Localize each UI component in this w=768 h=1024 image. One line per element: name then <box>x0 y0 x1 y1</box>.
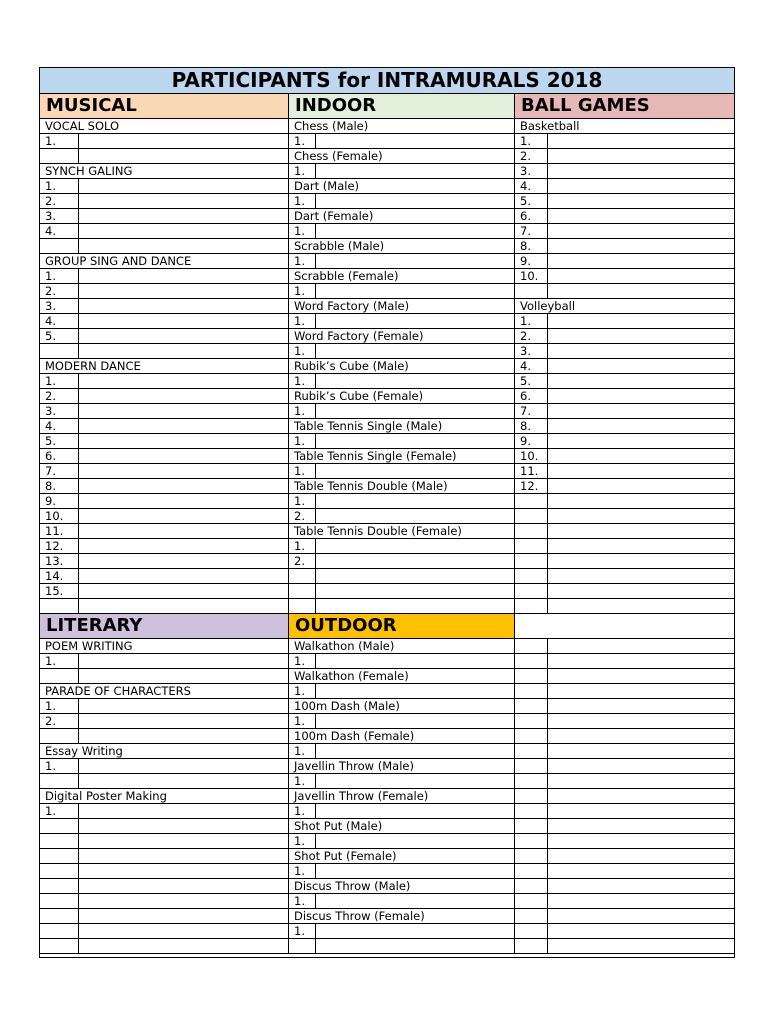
empty-cell <box>515 554 548 569</box>
event-label: Dart (Male) <box>289 179 515 194</box>
entry-name-cell <box>79 329 289 344</box>
empty-cell <box>316 569 515 584</box>
entry-number: 6. <box>40 449 79 464</box>
entry-number: 1. <box>40 804 79 819</box>
event-label: Discus Throw (Male) <box>289 879 515 894</box>
entry-number: 1. <box>40 179 79 194</box>
entry-name-cell <box>548 164 734 179</box>
empty-cell <box>515 569 548 584</box>
empty-cell <box>515 849 548 864</box>
empty-cell <box>548 524 734 539</box>
event-label: SYNCH GALING <box>40 164 289 179</box>
entry-number: 1. <box>289 254 316 269</box>
entry-name-cell <box>79 194 289 209</box>
section-header: OUTDOOR <box>289 614 515 639</box>
empty-cell <box>79 834 289 849</box>
entry-name-cell <box>79 389 289 404</box>
event-label: Javellin Throw (Male) <box>289 759 515 774</box>
empty-cell <box>515 909 548 924</box>
entry-number: 1. <box>289 434 316 449</box>
entry-number: 7. <box>40 464 79 479</box>
empty-cell <box>79 849 289 864</box>
empty-cell <box>515 939 548 954</box>
empty-cell <box>40 774 79 789</box>
event-label: PARADE OF CHARACTERS <box>40 684 289 699</box>
entry-name-cell <box>548 209 734 224</box>
empty-cell <box>515 864 548 879</box>
empty-cell <box>79 864 289 879</box>
empty-cell <box>289 584 316 599</box>
empty-cell <box>548 699 734 714</box>
empty-cell <box>79 939 289 954</box>
entry-name-cell <box>548 359 734 374</box>
empty-cell <box>548 774 734 789</box>
entry-name-cell <box>79 134 289 149</box>
empty-cell <box>548 849 734 864</box>
entry-number: 1. <box>289 164 316 179</box>
event-label: Shot Put (Female) <box>289 849 515 864</box>
empty-cell <box>515 894 548 909</box>
empty-cell <box>40 939 79 954</box>
entry-number: 3. <box>515 344 548 359</box>
empty-cell <box>40 849 79 864</box>
entry-name-cell <box>548 389 734 404</box>
empty-cell <box>548 729 734 744</box>
empty-cell <box>548 284 734 299</box>
empty-cell <box>548 569 734 584</box>
event-label: 100m Dash (Male) <box>289 699 515 714</box>
entry-number: 2. <box>40 194 79 209</box>
entry-name-cell <box>316 864 515 879</box>
empty-cell <box>515 789 548 804</box>
entry-name-cell <box>316 554 515 569</box>
participants-sheet <box>39 67 735 958</box>
event-label: Essay Writing <box>40 744 289 759</box>
entry-number: 15. <box>40 584 79 599</box>
entry-name-cell <box>79 509 289 524</box>
entry-number: 14. <box>40 569 79 584</box>
entry-number: 1. <box>515 314 548 329</box>
entry-number: 7. <box>515 224 548 239</box>
entry-number: 1. <box>40 134 79 149</box>
entry-number: 10. <box>515 449 548 464</box>
empty-cell <box>79 819 289 834</box>
entry-number: 6. <box>515 389 548 404</box>
event-label: Chess (Female) <box>289 149 515 164</box>
entry-name-cell <box>79 404 289 419</box>
entry-name-cell <box>79 569 289 584</box>
section-header <box>515 614 734 639</box>
event-label: GROUP SING AND DANCE <box>40 254 289 269</box>
empty-cell <box>40 599 79 614</box>
entry-name-cell <box>316 654 515 669</box>
entry-name-cell <box>548 224 734 239</box>
section-header: MUSICAL <box>40 94 289 119</box>
entry-name-cell <box>79 299 289 314</box>
entry-name-cell <box>548 449 734 464</box>
empty-cell <box>515 819 548 834</box>
entry-name-cell <box>79 179 289 194</box>
empty-cell <box>515 774 548 789</box>
empty-cell <box>548 819 734 834</box>
empty-cell <box>289 939 316 954</box>
empty-cell <box>40 924 79 939</box>
empty-cell <box>515 654 548 669</box>
empty-cell <box>515 759 548 774</box>
entry-name-cell <box>79 714 289 729</box>
entry-name-cell <box>79 539 289 554</box>
entry-name-cell <box>548 149 734 164</box>
empty-cell <box>40 344 79 359</box>
entry-name-cell <box>79 374 289 389</box>
empty-cell <box>40 834 79 849</box>
event-label: Digital Poster Making <box>40 789 289 804</box>
entry-number: 12. <box>515 479 548 494</box>
entry-number: 2. <box>515 149 548 164</box>
entry-name-cell <box>79 584 289 599</box>
event-label: Table Tennis Double (Male) <box>289 479 515 494</box>
entry-number: 12. <box>40 539 79 554</box>
event-label: Walkathon (Female) <box>289 669 515 684</box>
event-label: Chess (Male) <box>289 119 515 134</box>
event-label: Rubik’s Cube (Male) <box>289 359 515 374</box>
empty-cell <box>79 239 289 254</box>
event-label: Shot Put (Male) <box>289 819 515 834</box>
empty-cell <box>548 714 734 729</box>
entry-name-cell <box>79 209 289 224</box>
entry-name-cell <box>79 804 289 819</box>
entry-number: 1. <box>289 744 316 759</box>
empty-cell <box>40 864 79 879</box>
entry-number: 11. <box>40 524 79 539</box>
empty-cell <box>515 924 548 939</box>
empty-cell <box>548 639 734 654</box>
empty-cell <box>548 939 734 954</box>
entry-name-cell <box>548 479 734 494</box>
empty-cell <box>79 879 289 894</box>
entry-name-cell <box>79 699 289 714</box>
empty-cell <box>515 804 548 819</box>
entry-number: 11. <box>515 464 548 479</box>
entry-name-cell <box>548 419 734 434</box>
entry-number: 1. <box>289 224 316 239</box>
entry-number: 2. <box>289 509 316 524</box>
entry-name-cell <box>548 434 734 449</box>
empty-cell <box>548 789 734 804</box>
empty-cell <box>515 599 548 614</box>
empty-cell <box>548 759 734 774</box>
entry-number: 1. <box>40 374 79 389</box>
entry-number: 8. <box>515 419 548 434</box>
entry-number: 1. <box>40 654 79 669</box>
entry-number: 8. <box>40 479 79 494</box>
empty-cell <box>548 539 734 554</box>
empty-cell <box>79 729 289 744</box>
entry-number: 5. <box>40 434 79 449</box>
entry-name-cell <box>316 404 515 419</box>
entry-number: 2. <box>40 389 79 404</box>
entry-name-cell <box>316 284 515 299</box>
entry-number: 1. <box>289 344 316 359</box>
event-label: VOCAL SOLO <box>40 119 289 134</box>
empty-cell <box>316 599 515 614</box>
entry-name-cell <box>79 449 289 464</box>
empty-cell <box>79 149 289 164</box>
section-header: BALL GAMES <box>515 94 734 119</box>
entry-number: 2. <box>515 329 548 344</box>
entry-name-cell <box>316 194 515 209</box>
event-label: Dart (Female) <box>289 209 515 224</box>
empty-cell <box>548 804 734 819</box>
entry-number: 4. <box>515 359 548 374</box>
entry-number: 10. <box>515 269 548 284</box>
empty-cell <box>515 684 548 699</box>
entry-name-cell <box>316 924 515 939</box>
entry-number: 1. <box>289 804 316 819</box>
entry-name-cell <box>548 134 734 149</box>
entry-number: 7. <box>515 404 548 419</box>
section-header: LITERARY <box>40 614 289 639</box>
entry-name-cell <box>548 374 734 389</box>
entry-number: 2. <box>289 554 316 569</box>
event-label: Walkathon (Male) <box>289 639 515 654</box>
empty-cell <box>79 894 289 909</box>
entry-name-cell <box>79 654 289 669</box>
empty-cell <box>289 599 316 614</box>
entry-number: 9. <box>515 254 548 269</box>
empty-cell <box>79 599 289 614</box>
empty-cell <box>548 509 734 524</box>
event-label: Volleyball <box>515 299 734 314</box>
empty-cell <box>515 584 548 599</box>
event-label: Rubik’s Cube (Female) <box>289 389 515 404</box>
entry-number: 4. <box>40 419 79 434</box>
empty-cell <box>289 569 316 584</box>
entry-number: 3. <box>515 164 548 179</box>
entry-number: 1. <box>289 374 316 389</box>
entry-name-cell <box>548 239 734 254</box>
entry-name-cell <box>316 164 515 179</box>
entry-number: 5. <box>515 194 548 209</box>
entry-number: 1. <box>289 714 316 729</box>
event-label: Discus Throw (Female) <box>289 909 515 924</box>
empty-cell <box>515 744 548 759</box>
empty-cell <box>515 639 548 654</box>
entry-name-cell <box>548 404 734 419</box>
entry-number: 2. <box>40 714 79 729</box>
entry-number: 3. <box>40 404 79 419</box>
entry-name-cell <box>79 314 289 329</box>
empty-cell <box>515 494 548 509</box>
entry-number: 13. <box>40 554 79 569</box>
entry-number: 5. <box>40 329 79 344</box>
entry-name-cell <box>316 804 515 819</box>
entry-number: 4. <box>515 179 548 194</box>
event-label: 100m Dash (Female) <box>289 729 515 744</box>
entry-name-cell <box>79 419 289 434</box>
empty-cell <box>40 819 79 834</box>
empty-cell <box>515 669 548 684</box>
entry-number: 3. <box>40 299 79 314</box>
entry-number: 1. <box>289 539 316 554</box>
empty-cell <box>548 744 734 759</box>
entry-name-cell <box>79 269 289 284</box>
empty-cell <box>548 864 734 879</box>
empty-cell <box>515 729 548 744</box>
entry-name-cell <box>79 759 289 774</box>
event-label: Basketball <box>515 119 734 134</box>
empty-cell <box>548 494 734 509</box>
entry-name-cell <box>316 509 515 524</box>
empty-cell <box>79 909 289 924</box>
empty-cell <box>79 669 289 684</box>
entry-number: 2. <box>40 284 79 299</box>
entry-name-cell <box>316 494 515 509</box>
entry-number: 1. <box>289 894 316 909</box>
entry-name-cell <box>79 479 289 494</box>
event-label: Table Tennis Double (Female) <box>289 524 515 539</box>
empty-cell <box>548 879 734 894</box>
entry-name-cell <box>79 434 289 449</box>
empty-cell <box>40 669 79 684</box>
entry-name-cell <box>79 494 289 509</box>
event-label: Word Factory (Male) <box>289 299 515 314</box>
empty-cell <box>548 654 734 669</box>
entry-name-cell <box>79 554 289 569</box>
event-label: Table Tennis Single (Female) <box>289 449 515 464</box>
empty-cell <box>40 149 79 164</box>
entry-name-cell <box>79 464 289 479</box>
empty-cell <box>40 879 79 894</box>
entry-name-cell <box>79 524 289 539</box>
sheet-title: PARTICIPANTS for INTRAMURALS 2018 <box>40 68 734 94</box>
entry-name-cell <box>316 464 515 479</box>
event-label: Scrabble (Female) <box>289 269 515 284</box>
entry-name-cell <box>316 714 515 729</box>
empty-cell <box>548 834 734 849</box>
event-label: Table Tennis Single (Male) <box>289 419 515 434</box>
entry-name-cell <box>316 134 515 149</box>
entry-number: 9. <box>515 434 548 449</box>
empty-cell <box>40 909 79 924</box>
entry-number: 3. <box>40 209 79 224</box>
entry-name-cell <box>316 684 515 699</box>
entry-name-cell <box>316 744 515 759</box>
entry-number: 1. <box>40 269 79 284</box>
entry-number: 10. <box>40 509 79 524</box>
event-label: Scrabble (Male) <box>289 239 515 254</box>
entry-name-cell <box>316 834 515 849</box>
empty-cell <box>548 599 734 614</box>
entry-number: 5. <box>515 374 548 389</box>
empty-cell <box>515 524 548 539</box>
entry-number: 1. <box>289 464 316 479</box>
empty-cell <box>515 714 548 729</box>
entry-name-cell <box>548 194 734 209</box>
entry-name-cell <box>548 179 734 194</box>
entry-name-cell <box>548 314 734 329</box>
entry-name-cell <box>548 464 734 479</box>
event-label: Javellin Throw (Female) <box>289 789 515 804</box>
entry-name-cell <box>316 344 515 359</box>
entry-number: 1. <box>40 759 79 774</box>
entry-name-cell <box>316 254 515 269</box>
empty-cell <box>79 774 289 789</box>
entry-number: 1. <box>289 774 316 789</box>
empty-cell <box>548 894 734 909</box>
empty-cell <box>79 924 289 939</box>
entry-number: 1. <box>289 834 316 849</box>
empty-cell <box>316 584 515 599</box>
entry-number: 1. <box>289 924 316 939</box>
entry-name-cell <box>316 434 515 449</box>
entry-number: 1. <box>289 654 316 669</box>
entry-number: 8. <box>515 239 548 254</box>
empty-cell <box>515 699 548 714</box>
empty-cell <box>548 584 734 599</box>
entry-name-cell <box>79 284 289 299</box>
entry-name-cell <box>316 314 515 329</box>
empty-cell <box>515 509 548 524</box>
entry-number: 1. <box>289 284 316 299</box>
empty-cell <box>515 834 548 849</box>
entry-name-cell <box>316 894 515 909</box>
entry-number: 1. <box>40 699 79 714</box>
entry-number: 1. <box>289 684 316 699</box>
event-label: POEM WRITING <box>40 639 289 654</box>
empty-cell <box>548 669 734 684</box>
entry-number: 1. <box>289 194 316 209</box>
entry-number: 4. <box>40 224 79 239</box>
empty-cell <box>548 909 734 924</box>
entry-name-cell <box>548 269 734 284</box>
entry-name-cell <box>79 224 289 239</box>
entry-number: 1. <box>289 404 316 419</box>
entry-name-cell <box>316 374 515 389</box>
empty-cell <box>40 729 79 744</box>
entry-name-cell <box>316 539 515 554</box>
empty-cell <box>515 539 548 554</box>
section-header: INDOOR <box>289 94 515 119</box>
empty-cell <box>515 284 548 299</box>
entry-number: 4. <box>40 314 79 329</box>
empty-cell <box>79 344 289 359</box>
entry-name-cell <box>316 224 515 239</box>
entry-name-cell <box>548 344 734 359</box>
entry-number: 1. <box>289 864 316 879</box>
event-label: Word Factory (Female) <box>289 329 515 344</box>
empty-cell <box>316 939 515 954</box>
empty-cell <box>548 684 734 699</box>
empty-cell <box>515 879 548 894</box>
entry-number: 6. <box>515 209 548 224</box>
entry-name-cell <box>316 774 515 789</box>
entry-number: 1. <box>289 134 316 149</box>
entry-name-cell <box>548 254 734 269</box>
empty-cell <box>40 894 79 909</box>
entry-number: 1. <box>289 314 316 329</box>
entry-number: 1. <box>515 134 548 149</box>
entry-name-cell <box>548 329 734 344</box>
empty-cell <box>40 239 79 254</box>
entry-number: 9. <box>40 494 79 509</box>
empty-cell <box>548 554 734 569</box>
entry-number: 1. <box>289 494 316 509</box>
empty-cell <box>548 924 734 939</box>
event-label: MODERN DANCE <box>40 359 289 374</box>
